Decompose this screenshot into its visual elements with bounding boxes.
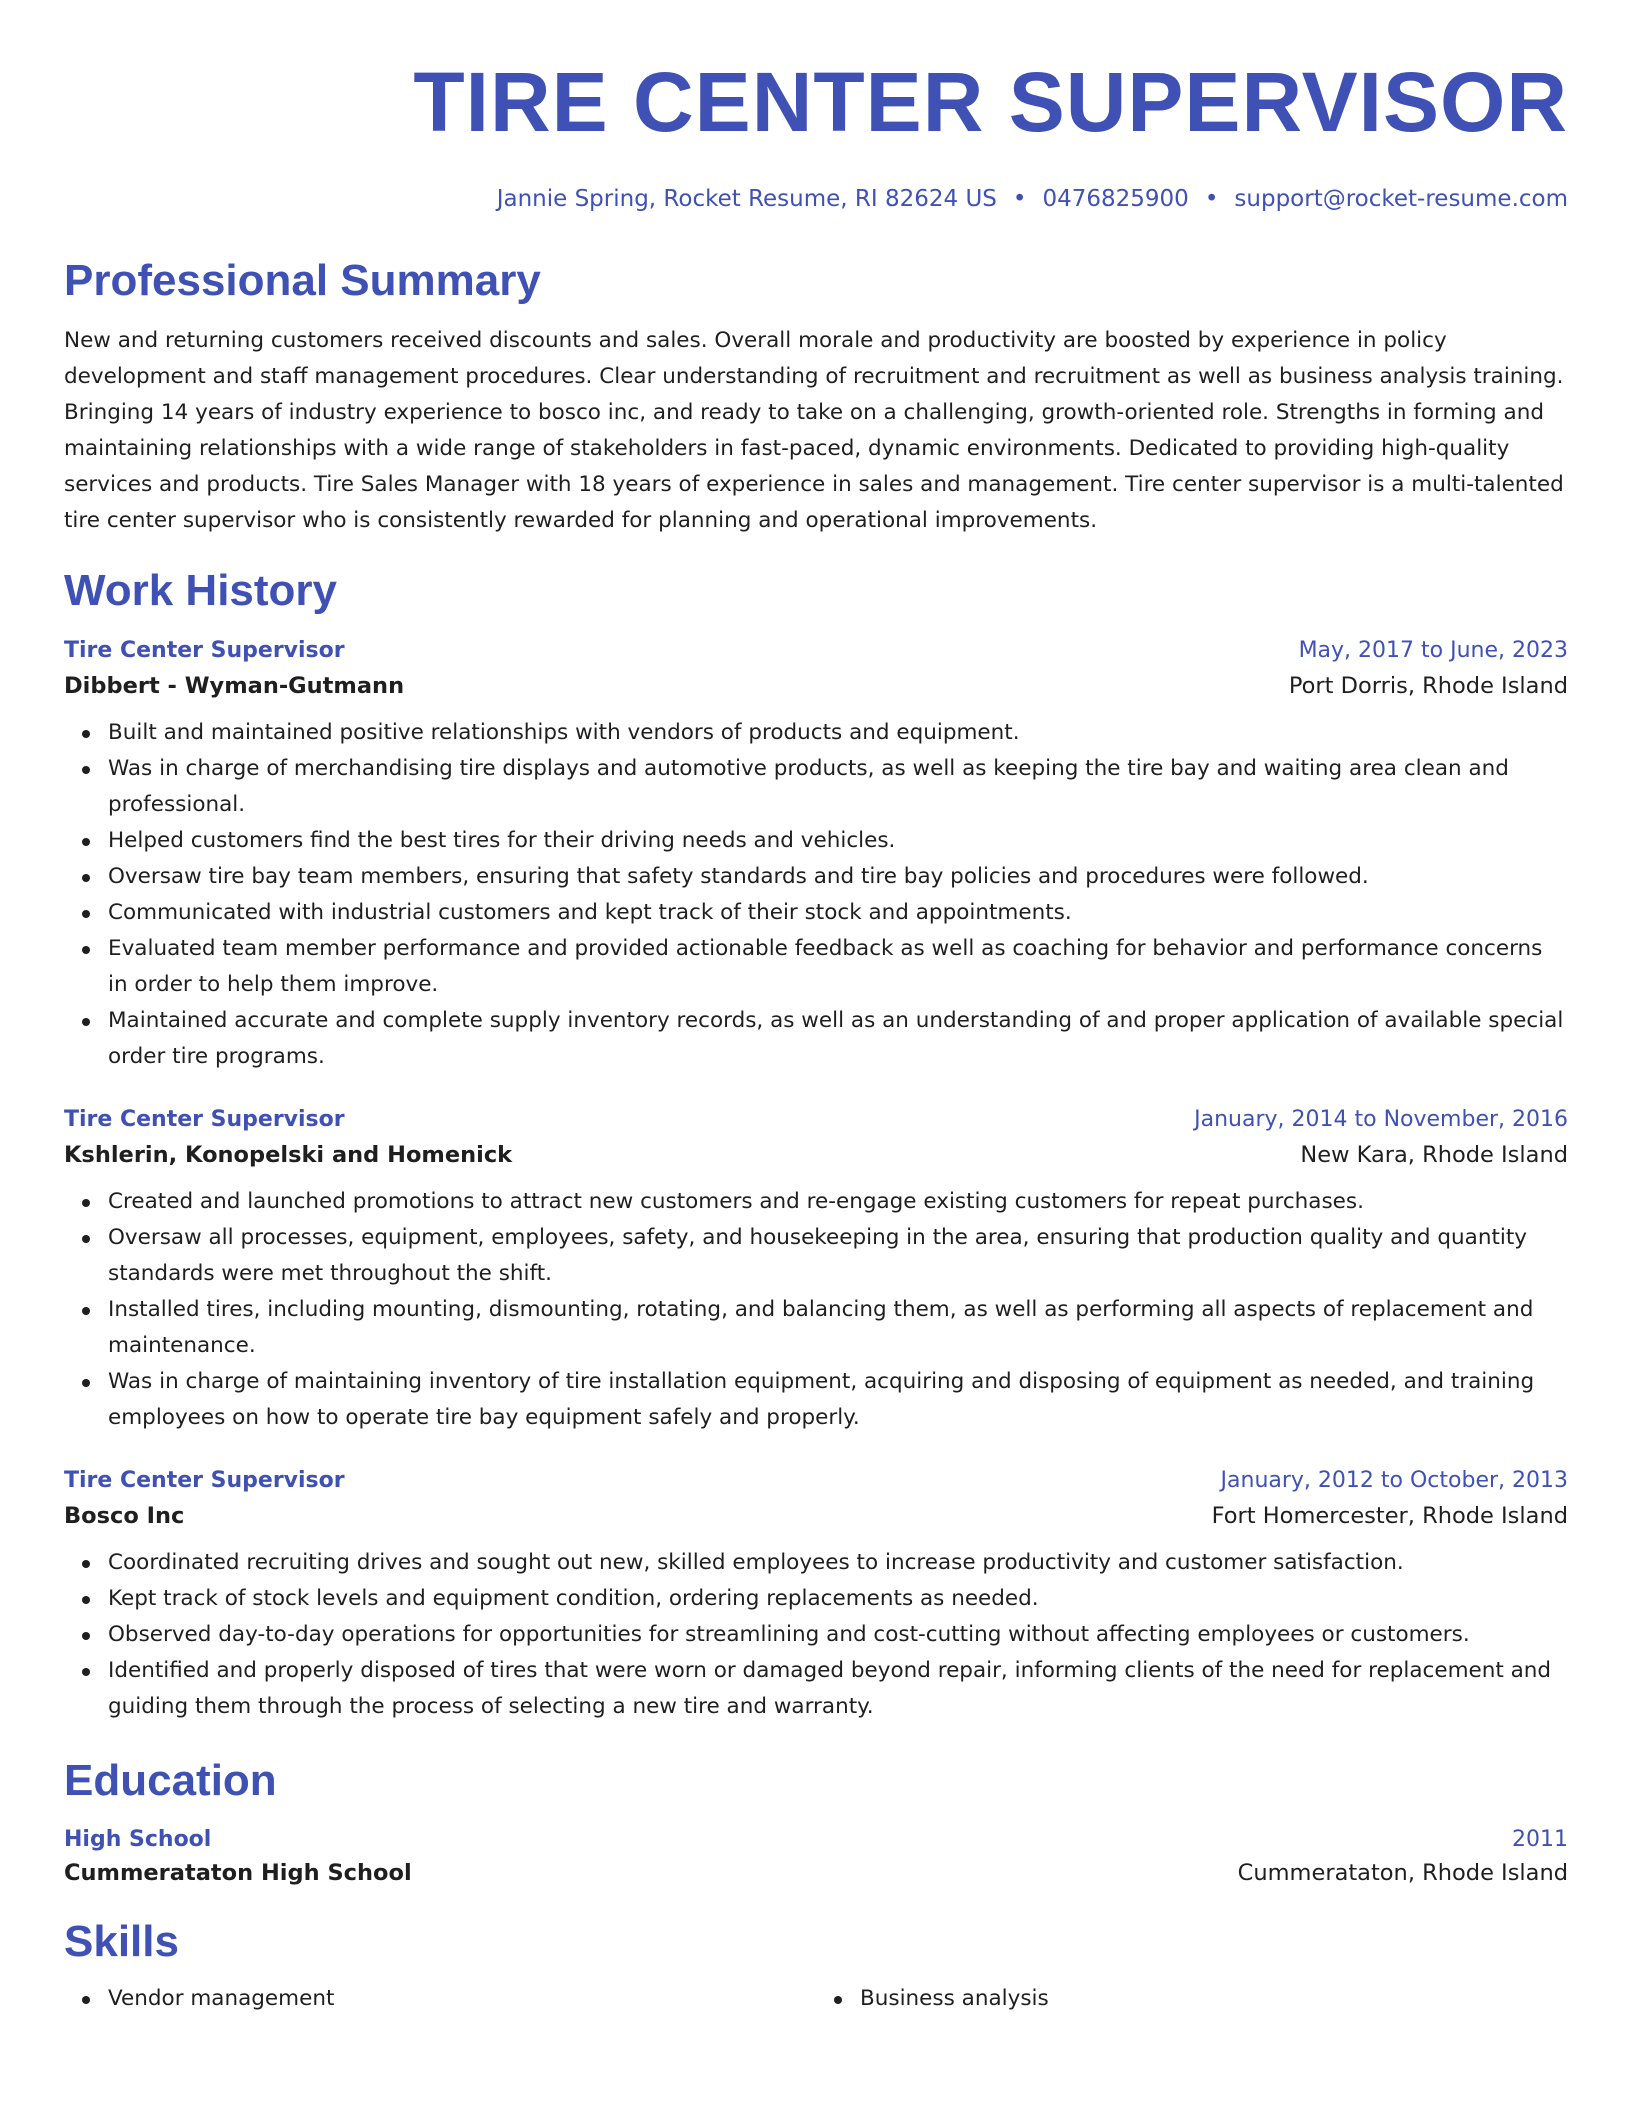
list-item: Kept track of stock levels and equipment condition, ordering replacements as needed. [108, 1581, 1568, 1617]
job-subheader [64, 1503, 1568, 1529]
education-subheader [64, 1860, 1568, 1886]
job-subheader [64, 1142, 1568, 1168]
summary-text: New and returning customers received discounts and sales. Overall morale and productivity are boosted by experience in policy development and staff management procedures. Clear understanding of recruitment and recruitment as well as business analysis training. Bringing 14 years of industry experience to bosco inc, and ready to take on a challenging, growth-oriented role. Strengths in forming and maintaining relationships with a wide range of stakeholders in fast-paced, dynamic environments. Dedicated to providing high-quality services and products. Tire Sales Manager with 18 years of experience in sales and management. Tire center supervisor is a multi-talented tire center supervisor who is consistently rewarded for planning and operational improvements. [64, 328, 1564, 534]
skill-item: Business analysis [860, 1981, 1568, 2017]
list-item: Was in charge of merchandising tire displays and automotive products, as well as keeping the tire bay and waiting area clean and professional. [108, 751, 1568, 823]
skills-list [64, 1981, 1568, 2017]
list-item: Oversaw all processes, equipment, employees, safety, and housekeeping in the area, ensuring that production quality and quantity standards were met throughout the shift. [108, 1220, 1568, 1292]
job-title: Tire Center Supervisor [64, 637, 345, 663]
job-location: Fort Homercester, Rhode Island [1211, 1502, 1568, 1529]
education-degree: High School [64, 1827, 212, 1853]
job-subheader [64, 673, 1568, 699]
list-item: Evaluated team member performance and provided actionable feedback as well as coaching for behavior and performance concerns in order to help them improve. [108, 931, 1568, 1003]
job-header [64, 1107, 1568, 1132]
list-item: Coordinated recruiting drives and sought out new, skilled employees to increase productivity and customer satisfaction. [108, 1545, 1568, 1581]
list-item: Built and maintained positive relationships with vendors of products and equipment. [108, 715, 1568, 751]
education-location: Cummeratаton, Rhode Island [1237, 1860, 1568, 1887]
job-title: Tire Center Supervisor [64, 1467, 345, 1493]
list-item: Helped customers find the best tires for their driving needs and vehicles. [108, 823, 1568, 859]
contact-separator: • [1012, 186, 1027, 212]
job-bullets [64, 1184, 1568, 1436]
list-item: Communicated with industrial customers and kept track of their stock and appointments. [108, 895, 1568, 931]
job-location: New Kara, Rhode Island [1300, 1141, 1568, 1168]
skills-column-right [816, 1981, 1568, 2017]
contact-separator: • [1204, 186, 1219, 212]
list-item: Maintained accurate and complete supply inventory records, as well as an understanding of and proper application of available special order tire programs. [108, 1003, 1568, 1075]
job-dates: January, 2012 to October, 2013 [1220, 1467, 1568, 1493]
resume-title: TIRE CENTER SUPERVISOR [413, 55, 1568, 149]
job-bullets [64, 1545, 1568, 1725]
contact-email: support@rocket-resume.com [1234, 186, 1568, 212]
list-item: Identified and properly disposed of tires that were worn or damaged beyond repair, informing clients of the need for replacement and guiding them through the process of selecting a new tire and warranty. [108, 1653, 1568, 1725]
job-entry [64, 638, 1568, 1075]
education-year: 2011 [1512, 1827, 1568, 1853]
job-dates: January, 2014 to November, 2016 [1194, 1106, 1568, 1132]
work-history-heading: Work History [64, 566, 338, 616]
job-company: Bosco Inc [64, 1502, 185, 1529]
skills-heading: Skills [64, 1917, 179, 1967]
skills-column-left [64, 1981, 816, 2017]
job-header [64, 1468, 1568, 1493]
job-location: Port Dorris, Rhode Island [1288, 672, 1568, 699]
job-header [64, 638, 1568, 663]
education-heading: Education [64, 1755, 277, 1805]
job-company: Kshlerin, Konopelski and Homenick [64, 1141, 513, 1168]
contact-phone: 0476825900 [1042, 186, 1189, 212]
list-item: Created and launched promotions to attract new customers and re-engage existing customers for repeat purchases. [108, 1184, 1568, 1220]
education-school: Cummeratаton High School [64, 1860, 412, 1887]
job-dates: May, 2017 to June, 2023 [1298, 637, 1568, 663]
summary-heading: Professional Summary [64, 256, 541, 305]
contact-address: Jannie Spring, Rocket Resume, RI 82624 US [496, 186, 997, 212]
job-entry [64, 1107, 1568, 1436]
education-entry [64, 1827, 1568, 1886]
list-item: Was in charge of maintaining inventory of tire installation equipment, acquiring and disposing of equipment as needed, and training employees on how to operate tire bay equipment safely and properly. [108, 1364, 1568, 1436]
list-item: Observed day-to-day operations for opportunities for streamlining and cost-cutting without affecting employees or customers. [108, 1617, 1568, 1653]
job-company: Dibbert - Wyman-Gutmann [64, 672, 405, 699]
job-title: Tire Center Supervisor [64, 1106, 345, 1132]
contact-line [64, 186, 1568, 212]
job-bullets [64, 715, 1568, 1075]
list-item: Oversaw tire bay team members, ensuring that safety standards and tire bay policies and procedures were followed. [108, 859, 1568, 895]
education-header [64, 1827, 1568, 1852]
list-item: Installed tires, including mounting, dismounting, rotating, and balancing them, as well as performing all aspects of replacement and maintenance. [108, 1292, 1568, 1364]
job-entry [64, 1468, 1568, 1725]
skill-item: Vendor management [108, 1981, 816, 2017]
